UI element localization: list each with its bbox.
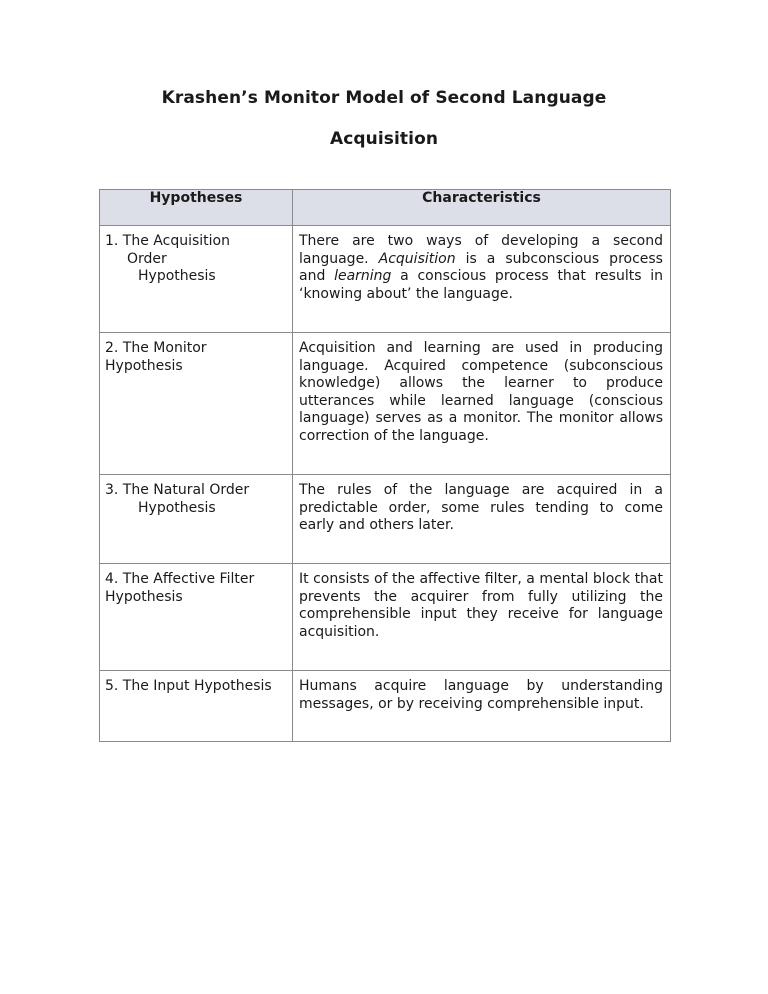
characteristics-cell: Acquisition and learning are used in producing language. Acquired competence (subconscious knowledge) allows the learner to produce utterances while learned language (conscious language) serves as a monitor. The monitor allows correction of the language. (293, 333, 671, 475)
hypothesis-text: Hypothesis (105, 588, 183, 605)
hypothesis-text: Order (127, 250, 167, 267)
characteristics-text: a conscious process that results in ‘knowing about’ the language. (299, 268, 663, 302)
characteristics-cell: Humans acquire language by understanding messages, or by receiving comprehensible input. (293, 671, 671, 742)
hypothesis-text: 1. The Acquisition (105, 233, 230, 249)
hypotheses-table (99, 189, 671, 742)
characteristics-cell (293, 226, 671, 333)
hypothesis-cell (100, 333, 293, 475)
characteristics-emphasis: Acquisition (378, 250, 456, 267)
table-header-row (100, 190, 671, 226)
characteristics-cell: It consists of the affective filter, a mental block that prevents the acquirer from fully utilizing the comprehensible input they receive for language acquisition. (293, 564, 671, 671)
table-row (100, 564, 671, 671)
characteristics-text: is a subconscious process and (299, 250, 663, 285)
characteristics-emphasis: learning (334, 268, 392, 285)
hypothesis-cell (100, 475, 293, 564)
hypothesis-cell (100, 564, 293, 671)
hypothesis-cell (100, 671, 293, 742)
hypothesis-text: 4. The Affective Filter (105, 571, 255, 587)
hypothesis-text: 2. The Monitor (105, 340, 207, 356)
header-hypotheses: Hypotheses (100, 190, 293, 226)
table-row (100, 333, 671, 475)
characteristics-text: There are two ways of developing a second language. (299, 233, 663, 267)
table-row (100, 226, 671, 333)
hypothesis-text: Hypothesis (138, 268, 216, 285)
hypothesis-text: 3. The Natural Order (105, 482, 250, 498)
table-row (100, 475, 671, 564)
document-title-line-2: Acquisition (329, 129, 439, 149)
hypothesis-text: 5. The Input Hypothesis (105, 678, 272, 694)
document-title-line-1: Krashen’s Monitor Model of Second Language (161, 88, 607, 108)
header-characteristics: Characteristics (293, 190, 671, 226)
hypothesis-text: Hypothesis (138, 499, 216, 516)
table-row (100, 671, 671, 742)
hypothesis-cell (100, 226, 293, 333)
characteristics-cell: The rules of the language are acquired in a predictable order, some rules tending to come early and others later. (293, 475, 671, 564)
hypothesis-text: Hypothesis (105, 357, 183, 374)
